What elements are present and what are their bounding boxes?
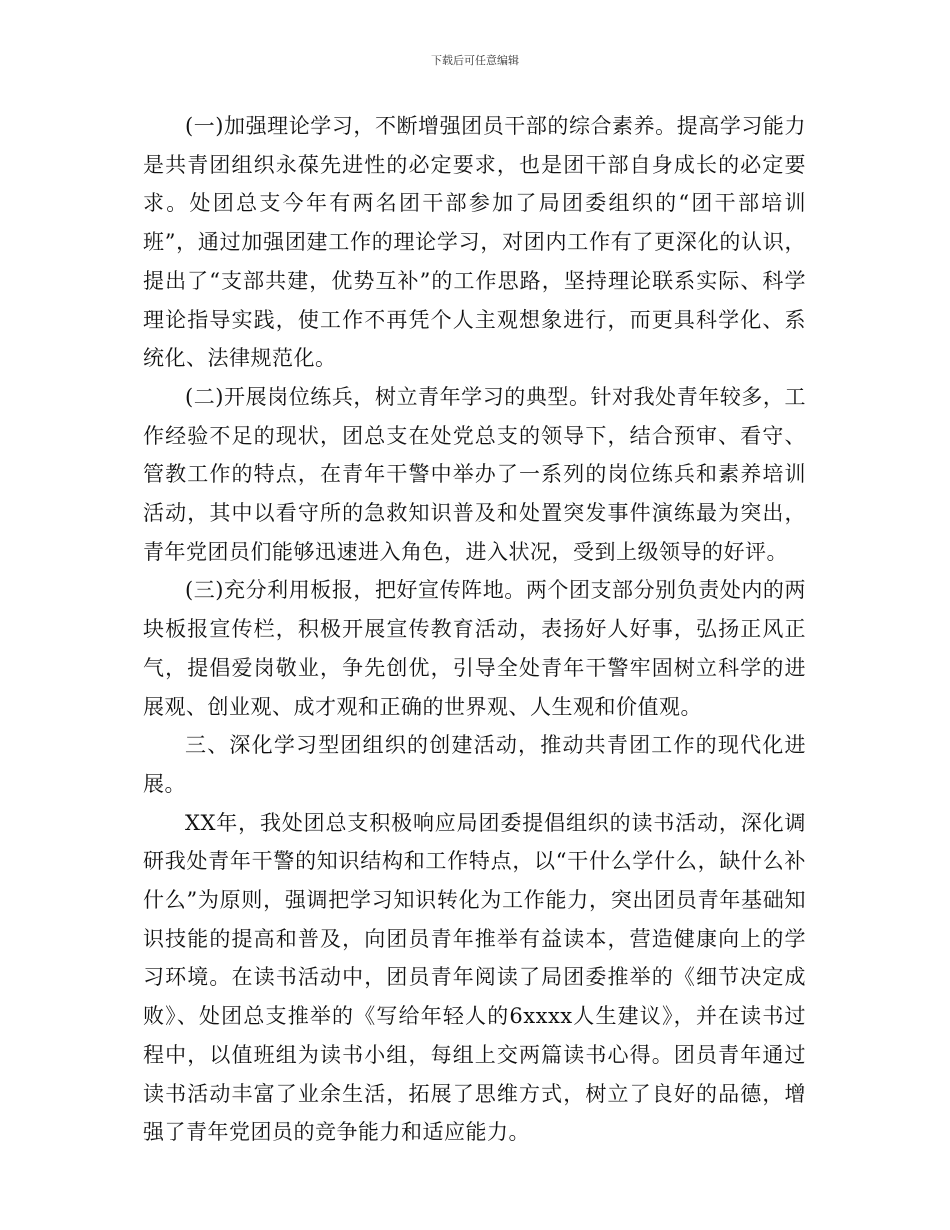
document-body: [143, 107, 806, 1152]
paragraph-blackboard-publicity: (三)充分利用板报，把好宣传阵地。两个团支部分别负责处内的两块板报宣传栏，积极开展宣传教育活动，表扬好人好事，弘扬正风正气，提倡爱岗敬业，争先创优，引导全处青年干警牢固树立科学的进展观、创业观、成才观和正确的世界观、人生观和价值观。: [143, 578, 806, 719]
paragraph-job-training: (二)开展岗位练兵，树立青年学习的典型。针对我处青年较多，工作经验不足的现状，团总支在处党总支的领导下，结合预审、看守、管教工作的特点，在青年干警中举办了一系列的岗位练兵和素养培训活动，其中以看守所的急救知识普及和处置突发事件演练最为突出，青年党团员们能够迅速进入角色，进入状况，受到上级领导的好评。: [143, 384, 806, 564]
paragraph-section-three-heading: 三、深化学习型团组织的创建活动，推动共青团工作的现代化进展。: [143, 733, 806, 796]
paragraph-theory-study: (一)加强理论学习，不断增强团员干部的综合素养。提高学习能力是共青团组织永葆先进性的必定要求，也是团干部自身成长的必定要求。处团总支今年有两名团干部参加了局团委组织的“团干部培训班”，通过加强团建工作的理论学习，对团内工作有了更深化的认识，提出了“支部共建，优势互补”的工作思路，坚持理论联系实际、科学理论指导实践，使工作不再凭个人主观想象进行，而更具科学化、系统化、法律规范化。: [143, 114, 806, 371]
page-header: 下载后可任意编辑: [431, 54, 519, 67]
paragraph-reading-activity: XX年，我处团总支积极响应局团委提倡组织的读书活动，深化调研我处青年干警的知识结构和工作特点，以“干什么学什么，缺什么补什么”为原则，强调把学习知识转化为工作能力，突出团员青年基础知识技能的提高和普及，向团员青年推举有益读本，营造健康向上的学习环境。在读书活动中，团员青年阅读了局团委推举的《细节决定成败》、处团总支推举的《写给年轻人的6xxxx人生建议》，并在读书过程中，以值班组为读书小组，每组上交两篇读书心得。团员青年通过读书活动丰富了业余生活，拓展了思维方式，树立了良好的品德，增强了青年党团员的竞争能力和适应能力。: [143, 810, 806, 1145]
